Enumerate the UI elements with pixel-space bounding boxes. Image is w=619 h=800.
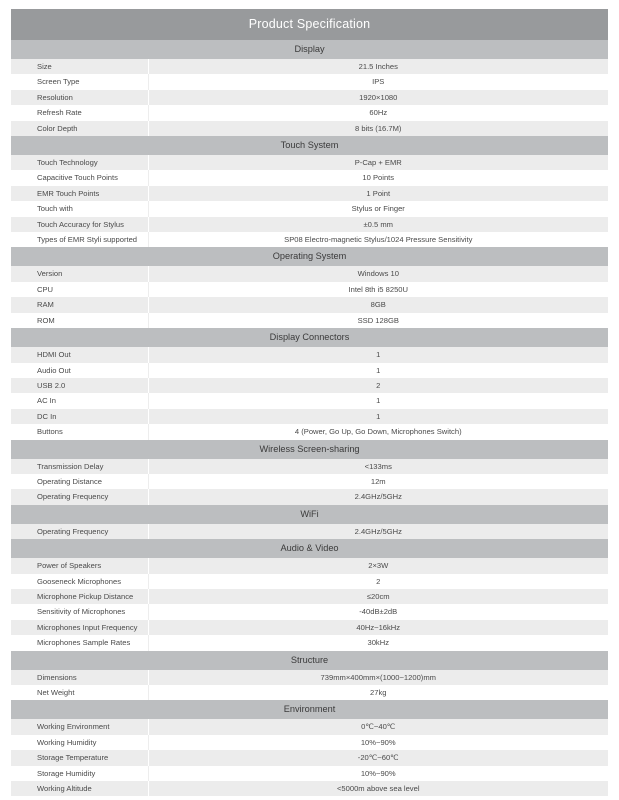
spec-value: 10%~90% bbox=[148, 735, 608, 750]
spec-value: 8GB bbox=[148, 297, 608, 312]
spec-value: IPS bbox=[148, 74, 608, 89]
spec-value: 21.5 Inches bbox=[148, 59, 608, 74]
spec-label: Color Depth bbox=[11, 121, 148, 136]
spec-value: 0℃~40℃ bbox=[148, 719, 608, 734]
table-row bbox=[11, 155, 608, 170]
section-header-row bbox=[11, 40, 608, 59]
section-header-row bbox=[11, 700, 608, 719]
spec-value: 4 (Power, Go Up, Go Down, Microphones Switch) bbox=[148, 424, 608, 439]
spec-label: Storage Humidity bbox=[11, 766, 148, 781]
table-row bbox=[11, 201, 608, 216]
spec-label: EMR Touch Points bbox=[11, 186, 148, 201]
spec-value: -20℃~60℃ bbox=[148, 750, 608, 765]
table-row bbox=[11, 781, 608, 796]
spec-value: 1 bbox=[148, 393, 608, 408]
spec-value: 1 bbox=[148, 347, 608, 362]
spec-label: Touch Technology bbox=[11, 155, 148, 170]
section-header-label: Environment bbox=[11, 700, 608, 719]
product-specification-table bbox=[11, 9, 608, 796]
spec-value: 60Hz bbox=[148, 105, 608, 120]
spec-value: 1 bbox=[148, 409, 608, 424]
spec-label: Net Weight bbox=[11, 685, 148, 700]
spec-value: 739mm×400mm×(1000~1200)mm bbox=[148, 670, 608, 685]
spec-value: 40Hz~16kHz bbox=[148, 620, 608, 635]
table-title-row bbox=[11, 9, 608, 40]
spec-value: 10%~90% bbox=[148, 766, 608, 781]
table-row bbox=[11, 217, 608, 232]
table-row bbox=[11, 297, 608, 312]
spec-label: Screen Type bbox=[11, 74, 148, 89]
table-row bbox=[11, 424, 608, 439]
section-header-label: Display Connectors bbox=[11, 328, 608, 347]
section-header-label: Structure bbox=[11, 651, 608, 670]
spec-label: Microphone Pickup Distance bbox=[11, 589, 148, 604]
section-header-label: Touch System bbox=[11, 136, 608, 155]
table-row bbox=[11, 266, 608, 281]
section-header-row bbox=[11, 651, 608, 670]
table-row bbox=[11, 347, 608, 362]
spec-value: ±0.5 mm bbox=[148, 217, 608, 232]
spec-value: ≤20cm bbox=[148, 589, 608, 604]
table-row bbox=[11, 670, 608, 685]
spec-value: 12m bbox=[148, 474, 608, 489]
spec-label: Operating Frequency bbox=[11, 489, 148, 504]
spec-label: Gooseneck Microphones bbox=[11, 574, 148, 589]
spec-value: 1 bbox=[148, 363, 608, 378]
spec-label: CPU bbox=[11, 282, 148, 297]
section-header-label: Display bbox=[11, 40, 608, 59]
spec-value: -40dB±2dB bbox=[148, 604, 608, 619]
table-row bbox=[11, 635, 608, 650]
spec-label: Size bbox=[11, 59, 148, 74]
spec-label: Storage Temperature bbox=[11, 750, 148, 765]
spec-value: 27kg bbox=[148, 685, 608, 700]
table-row bbox=[11, 282, 608, 297]
spec-table-body bbox=[11, 9, 608, 796]
spec-label: Touch Accuracy for Stylus bbox=[11, 217, 148, 232]
spec-value: Stylus or Finger bbox=[148, 201, 608, 216]
table-row bbox=[11, 735, 608, 750]
spec-value: <133ms bbox=[148, 459, 608, 474]
section-header-row bbox=[11, 539, 608, 558]
spec-label: Working Humidity bbox=[11, 735, 148, 750]
table-row bbox=[11, 719, 608, 734]
table-row bbox=[11, 750, 608, 765]
section-header-row bbox=[11, 328, 608, 347]
spec-label: Operating Distance bbox=[11, 474, 148, 489]
spec-label: Version bbox=[11, 266, 148, 281]
spec-value: 2 bbox=[148, 574, 608, 589]
spec-label: Transmission Delay bbox=[11, 459, 148, 474]
spec-label: Operating Frequency bbox=[11, 524, 148, 539]
section-header-row bbox=[11, 505, 608, 524]
table-row bbox=[11, 232, 608, 247]
table-row bbox=[11, 105, 608, 120]
page-title: Product Specification bbox=[11, 9, 608, 40]
spec-value: 10 Points bbox=[148, 170, 608, 185]
table-row bbox=[11, 589, 608, 604]
spec-value: SSD 128GB bbox=[148, 313, 608, 328]
spec-label: USB 2.0 bbox=[11, 378, 148, 393]
section-header-label: Audio & Video bbox=[11, 539, 608, 558]
section-header-label: Wireless Screen-sharing bbox=[11, 440, 608, 459]
spec-value: <5000m above sea level bbox=[148, 781, 608, 796]
spec-value: P-Cap + EMR bbox=[148, 155, 608, 170]
spec-label: RAM bbox=[11, 297, 148, 312]
spec-value: Windows 10 bbox=[148, 266, 608, 281]
spec-label: AC In bbox=[11, 393, 148, 408]
table-row bbox=[11, 409, 608, 424]
table-row bbox=[11, 459, 608, 474]
table-row bbox=[11, 74, 608, 89]
table-row bbox=[11, 90, 608, 105]
table-row bbox=[11, 474, 608, 489]
spec-label: Working Altitude bbox=[11, 781, 148, 796]
table-row bbox=[11, 620, 608, 635]
spec-label: Sensitivity of Microphones bbox=[11, 604, 148, 619]
spec-label: Refresh Rate bbox=[11, 105, 148, 120]
spec-label: Capacitive Touch Points bbox=[11, 170, 148, 185]
table-row bbox=[11, 378, 608, 393]
spec-label: Audio Out bbox=[11, 363, 148, 378]
spec-label: Power of Speakers bbox=[11, 558, 148, 573]
section-header-row bbox=[11, 136, 608, 155]
spec-label: Dimensions bbox=[11, 670, 148, 685]
table-row bbox=[11, 121, 608, 136]
section-header-label: Operating System bbox=[11, 247, 608, 266]
table-row bbox=[11, 558, 608, 573]
spec-value: 2×3W bbox=[148, 558, 608, 573]
spec-value: 1920×1080 bbox=[148, 90, 608, 105]
spec-label: ROM bbox=[11, 313, 148, 328]
spec-value: 30kHz bbox=[148, 635, 608, 650]
table-row bbox=[11, 59, 608, 74]
section-header-row bbox=[11, 440, 608, 459]
section-header-label: WiFi bbox=[11, 505, 608, 524]
spec-label: Touch with bbox=[11, 201, 148, 216]
spec-value: Intel 8th i5 8250U bbox=[148, 282, 608, 297]
spec-label: HDMI Out bbox=[11, 347, 148, 362]
table-row bbox=[11, 363, 608, 378]
spec-label: Working Environment bbox=[11, 719, 148, 734]
table-row bbox=[11, 313, 608, 328]
spec-value: SP08 Electro-magnetic Stylus/1024 Pressure Sensitivity bbox=[148, 232, 608, 247]
table-row bbox=[11, 685, 608, 700]
table-row bbox=[11, 766, 608, 781]
spec-label: DC In bbox=[11, 409, 148, 424]
spec-label: Microphones Sample Rates bbox=[11, 635, 148, 650]
table-row bbox=[11, 604, 608, 619]
table-row bbox=[11, 574, 608, 589]
table-row bbox=[11, 393, 608, 408]
spec-value: 2.4GHz/5GHz bbox=[148, 524, 608, 539]
spec-label: Buttons bbox=[11, 424, 148, 439]
table-row bbox=[11, 489, 608, 504]
spec-value: 2 bbox=[148, 378, 608, 393]
table-row bbox=[11, 170, 608, 185]
spec-value: 8 bits (16.7M) bbox=[148, 121, 608, 136]
spec-value: 1 Point bbox=[148, 186, 608, 201]
spec-label: Resolution bbox=[11, 90, 148, 105]
spec-value: 2.4GHz/5GHz bbox=[148, 489, 608, 504]
spec-label: Microphones Input Frequency bbox=[11, 620, 148, 635]
spec-label: Types of EMR Styli supported bbox=[11, 232, 148, 247]
table-row bbox=[11, 186, 608, 201]
table-row bbox=[11, 524, 608, 539]
section-header-row bbox=[11, 247, 608, 266]
